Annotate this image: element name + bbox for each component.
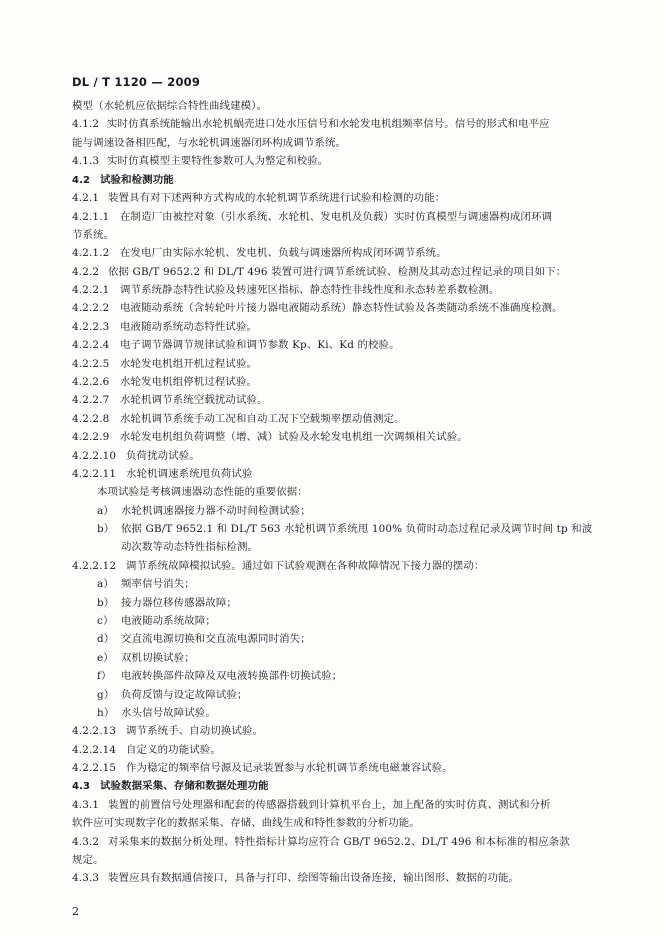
list-item-text: 水头信号故障试验。	[121, 707, 216, 719]
text-line	[72, 430, 468, 444]
text-line	[72, 246, 447, 260]
list-item-text: 水轮机调速器接力器不动时间检测试验；	[121, 505, 311, 517]
clause-text: 水轮发电机组负荷调整（增、减）试验及水轮发电机组一次调频相关试验。	[120, 431, 468, 443]
clause-number: 4.2.2.1	[72, 284, 110, 296]
clause-number: 4.3.2	[72, 836, 100, 848]
clause-text: 规定。	[72, 854, 104, 866]
clause-text: 调节系统手、自动切换试验。	[126, 725, 264, 737]
clause-text: 作为稳定的频率信号源及记录装置参与水轮机调节系统电磁兼容试验。	[126, 762, 453, 774]
text-line	[72, 191, 445, 205]
text-line	[72, 210, 552, 224]
text-line	[72, 393, 268, 407]
clause-number: 4.2.2.15	[72, 762, 117, 774]
clause-number: 4.2.2.4	[72, 339, 110, 351]
clause-text: 能与调速设备相匹配，与水轮机调速器闭环构成调节系统。	[72, 137, 347, 149]
text-line	[72, 228, 114, 242]
text-line	[72, 136, 346, 150]
clause-text: 在制造厂由被控对象（引水系统、水轮机、发电机及负载）实时仿真模型与调速器构成闭环调	[120, 211, 553, 223]
text-line	[72, 871, 519, 885]
text-line	[72, 449, 200, 463]
list-marker: f）	[97, 670, 112, 682]
clause-number: 4.1.3	[72, 155, 100, 167]
page-number: 2	[72, 905, 79, 918]
clause-text: 电液随动系统（含转轮叶片接力器电液随动系统）静态特性试验及各类随动系统不准确度检测。	[120, 302, 563, 314]
clause-text: 负荷扰动试验。	[126, 450, 200, 462]
clause-text: 实时仿真系统能输出水轮机蜗壳进口处水压信号和水轮发电机组频率信号。信号的形式和电平应	[107, 118, 550, 130]
list-marker: a）	[97, 505, 114, 517]
clause-text: 试验数据采集、存储和数据处理功能	[100, 780, 269, 792]
clause-text: 装置具有对下述两种方式构成的水轮机调节系统进行试验和检测的功能：	[108, 192, 446, 204]
clause-text: 在发电厂由实际水轮机、发电机、负载与调速器所构成闭环调节系统。	[120, 247, 447, 259]
clause-number: 4.2.2.8	[72, 413, 110, 425]
list-item	[97, 669, 342, 683]
text-line	[72, 283, 499, 297]
clause-number: 4.2.2.5	[72, 358, 110, 370]
clause-number: 4.1.2	[72, 118, 100, 130]
clause-text: 本项试验是考核调速器动态性能的重要依据：	[97, 486, 308, 498]
text-line	[72, 301, 563, 315]
clause-number: 4.2.2.2	[72, 302, 110, 314]
clause-text: 调节系统静态特性试验及转速死区指标、静态特性非线性度和永态转差系数检测。	[120, 284, 500, 296]
clause-text: 水轮机调速系统甩负荷试验	[126, 468, 253, 480]
clause-text: 对采集来的数据分析处理、特性指标计算均应符合 GB/T 9652.2、DL/T 496 和本标准的相应条款	[108, 836, 570, 848]
clause-number: 4.3.3	[72, 872, 100, 884]
clause-number: 4.2.2.14	[72, 744, 117, 756]
clause-number: 4.2.2.3	[72, 321, 110, 333]
list-marker: g）	[97, 689, 115, 701]
text-line	[72, 743, 221, 757]
text-line	[72, 265, 566, 279]
text-line	[72, 412, 405, 426]
text-line	[72, 724, 263, 738]
text-line	[72, 99, 267, 113]
clause-number: 4.2.2.11	[72, 468, 117, 480]
clause-number: 4.2.1.1	[72, 211, 110, 223]
text-line	[72, 467, 253, 481]
list-item	[97, 706, 216, 720]
text-line	[72, 375, 257, 389]
clause-number: 4.3	[72, 781, 91, 792]
clause-number: 4.2.1.2	[72, 247, 110, 259]
list-item-text: 电液随动系统故障；	[121, 615, 216, 627]
text-line	[121, 540, 258, 554]
clause-text: 水轮发电机组开机过程试验。	[120, 358, 258, 370]
list-marker: b）	[97, 523, 115, 535]
text-line	[97, 485, 308, 499]
list-marker: d）	[97, 633, 115, 645]
text-line	[72, 357, 257, 371]
text-line	[72, 761, 453, 775]
list-item	[97, 504, 311, 518]
clause-number: 4.2.2.10	[72, 450, 117, 462]
clause-text: 自定义的功能试验。	[126, 744, 221, 756]
text-line	[72, 338, 400, 352]
clause-number: 4.2.2.9	[72, 431, 110, 443]
list-marker: h）	[97, 707, 115, 719]
list-item	[97, 577, 195, 591]
clause-text: 水轮机调节系统空载扰动试验。	[120, 394, 268, 406]
clause-number: 4.2.2.13	[72, 725, 117, 737]
clause-number: 4.2.2	[72, 266, 100, 278]
text-line	[72, 117, 550, 131]
list-marker: b）	[97, 597, 115, 609]
clause-text: 水轮发电机组停机过程试验。	[120, 376, 258, 388]
clause-text: 装置的前置信号处理器和配套的传感器搭载到计算机平台上，加上配备的实时仿真、测试和分析	[108, 799, 551, 811]
list-item-text: 频率信号消失；	[121, 578, 195, 590]
clause-text: 装置应具有数据通信接口，具备与打印、绘图等输出设备连接，输出图形、数据的功能。	[108, 872, 520, 884]
clause-text: 依据 GB/T 9652.2 和 DL/T 496 装置可进行调节系统试验、检测及其动态过程记录的项目如下：	[108, 266, 567, 278]
clause-number: 4.2	[72, 175, 91, 186]
text-line	[72, 835, 570, 849]
document-code-header: DL / T 1120 — 2009	[72, 75, 201, 89]
clause-text: 试验和检测功能	[100, 174, 174, 186]
clause-number: 4.2.2.6	[72, 376, 110, 388]
clause-text: 节系统。	[72, 229, 115, 241]
clause-text: 水轮机调节系统手动工况和自动工况下空载频率摆动值测定。	[120, 413, 405, 425]
list-item-text: 接力器位移传感器故障；	[121, 597, 237, 609]
clause-text: 电液随动系统动态特性试验。	[120, 321, 258, 333]
text-line	[72, 320, 257, 334]
list-item-text: 电液转换部件故障及双电液转换部件切换试验；	[121, 670, 343, 682]
list-item	[97, 688, 248, 702]
clause-text: 软件应可实现数字化的数据采集、存储、曲线生成和特性参数的分析功能。	[72, 817, 420, 829]
list-item-text: 依据 GB/T 9652.1 和 DL/T 563 水轮机调节系统甩 100% 负荷时动态过程记录及调节时间 tp 和波	[121, 523, 593, 535]
text-line	[72, 798, 551, 812]
text-line	[72, 816, 420, 830]
list-item	[97, 632, 311, 646]
list-marker: c）	[97, 615, 114, 627]
clause-text: 调节系统故障模拟试验。通过如下试验观测在各种故障情况下接力器的摆动：	[126, 560, 485, 572]
list-item	[97, 614, 216, 628]
clause-text: 实时仿真模型主要特性参数可人为整定和校验。	[107, 155, 329, 167]
clause-number: 4.2.1	[72, 192, 100, 204]
list-item-text: 交直流电源切换和交直流电源同时消失；	[121, 633, 311, 645]
list-item	[97, 651, 195, 665]
clause-number: 4.3.1	[72, 799, 100, 811]
text-line	[72, 853, 104, 867]
clause-number: 4.2.2.7	[72, 394, 110, 406]
list-item	[97, 596, 237, 610]
text-line	[72, 154, 328, 168]
list-item-text: 负荷反馈与设定故障试验；	[121, 689, 248, 701]
text-line	[72, 559, 484, 573]
section-heading	[72, 779, 269, 794]
clause-text: 动次数等动态特性指标检测。	[121, 541, 259, 553]
list-marker: e）	[97, 652, 114, 664]
clause-text: 电子调节器调节规律试验和调节参数 Kp、Ki、Kd 的校验。	[120, 339, 400, 351]
list-item-text: 双机切换试验；	[121, 652, 195, 664]
clause-number: 4.2.2.12	[72, 560, 117, 572]
list-item	[97, 522, 592, 536]
clause-text: 模型（水轮机应依据综合特性曲线建模）。	[72, 100, 268, 112]
section-heading	[72, 173, 174, 188]
list-marker: a）	[97, 578, 114, 590]
